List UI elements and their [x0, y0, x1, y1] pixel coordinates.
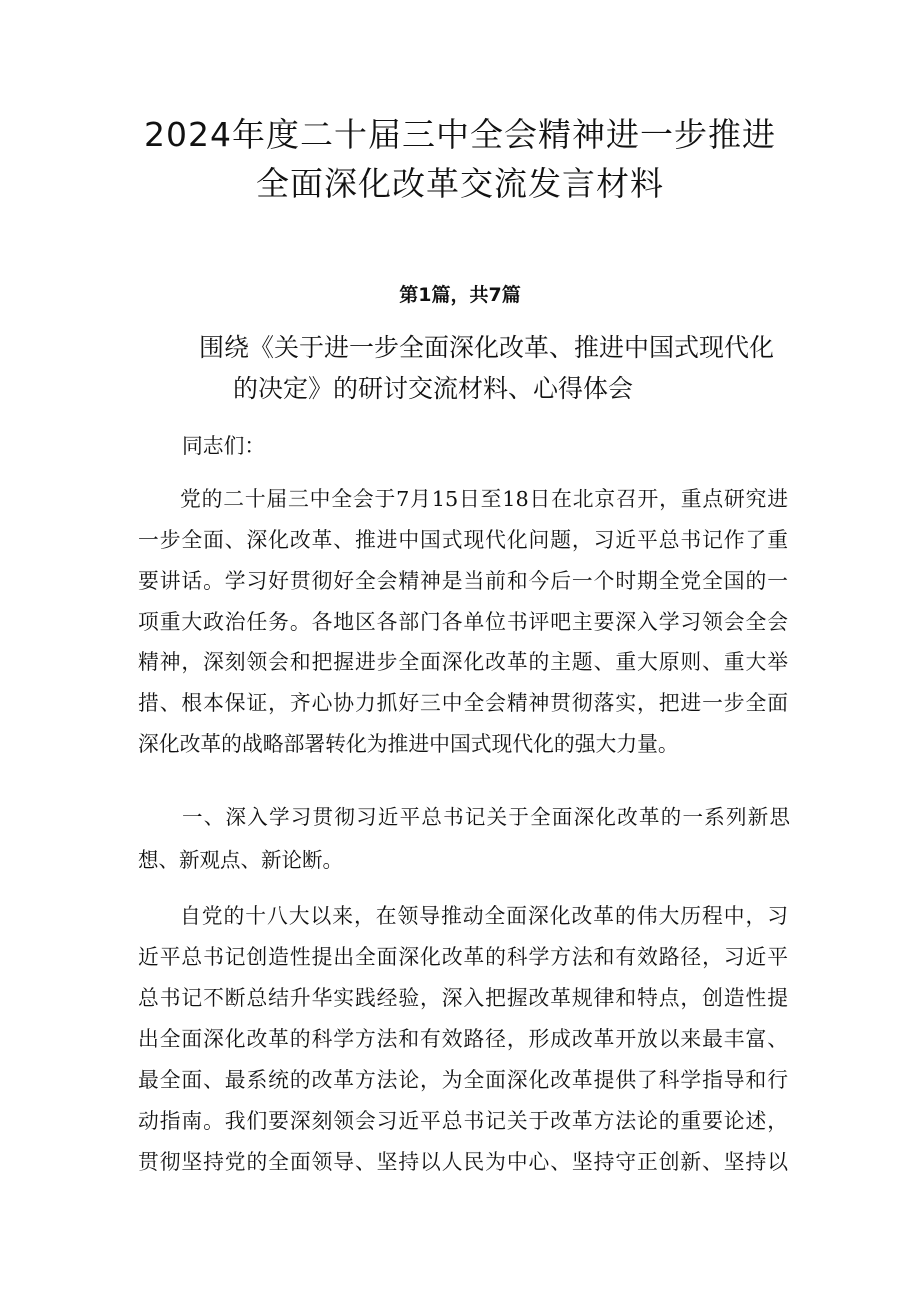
section-heading-1-line: 一、深入学习贯彻习近平总书记关于全面深化改革的一系列新思 [182, 805, 790, 829]
subtitle-line-2: 的决定》的研讨交流材料、心得体会 [233, 374, 634, 403]
paragraph-2-line: 自党的十八大以来，在领导推动全面深化改革的伟大历程中，习 [180, 904, 788, 928]
paragraph-2-line: 总书记不断总结升华实践经验，深入把握改革规律和特点，创造性提 [138, 986, 788, 1010]
paragraph-1-line: 要讲话。学习好贯彻好全会精神是当前和今后一个时期全党全国的一 [138, 569, 788, 593]
section-heading-1-line: 想、新观点、新论断。 [138, 848, 343, 872]
paragraph-1-line: 项重大政治任务。各地区各部门各单位书评吧主要深入学习领会全会 [138, 610, 788, 634]
paragraph-2-line: 动指南。我们要深刻领会习近平总书记关于改革方法论的重要论述， [138, 1109, 788, 1133]
paragraph-1-line: 深化改革的战略部署转化为推进中国式现代化的强大力量。 [138, 732, 679, 756]
greeting: 同志们： [182, 434, 266, 458]
paragraph-2-line: 出全面深化改革的科学方法和有效路径，形成改革开放以来最丰富、 [138, 1027, 788, 1051]
paragraph-1-line: 党的二十届三中全会于7月15日至18日在北京召开，重点研究进 [180, 487, 788, 511]
paragraph-1-line: 精神，深刻领会和把握进步全面深化改革的主题、重大原则、重大举 [138, 650, 788, 674]
paragraph-2-line: 最全面、最系统的改革方法论，为全面深化改革提供了科学指导和行 [138, 1068, 788, 1092]
subtitle-line-1: 围绕《关于进一步全面深化改革、推进中国式现代化 [199, 333, 775, 362]
paragraph-1-line: 措、根本保证，齐心协力抓好三中全会精神贯彻落实，把进一步全面 [138, 691, 788, 715]
paragraph-2-line: 贯彻坚持党的全面领导、坚持以人民为中心、坚持守正创新、坚持以 [138, 1150, 788, 1174]
document-title-line-1: 2024年度二十届三中全会精神进一步推进 [144, 115, 776, 154]
document-title-line-2: 全面深化改革交流发言材料 [256, 164, 664, 203]
part-indicator: 第1篇，共7篇 [399, 284, 521, 306]
paragraph-2-line: 近平总书记创造性提出全面深化改革的科学方法和有效路径，习近平 [138, 945, 788, 969]
paragraph-1-line: 一步全面、深化改革、推进中国式现代化问题，习近平总书记作了重 [138, 528, 788, 552]
